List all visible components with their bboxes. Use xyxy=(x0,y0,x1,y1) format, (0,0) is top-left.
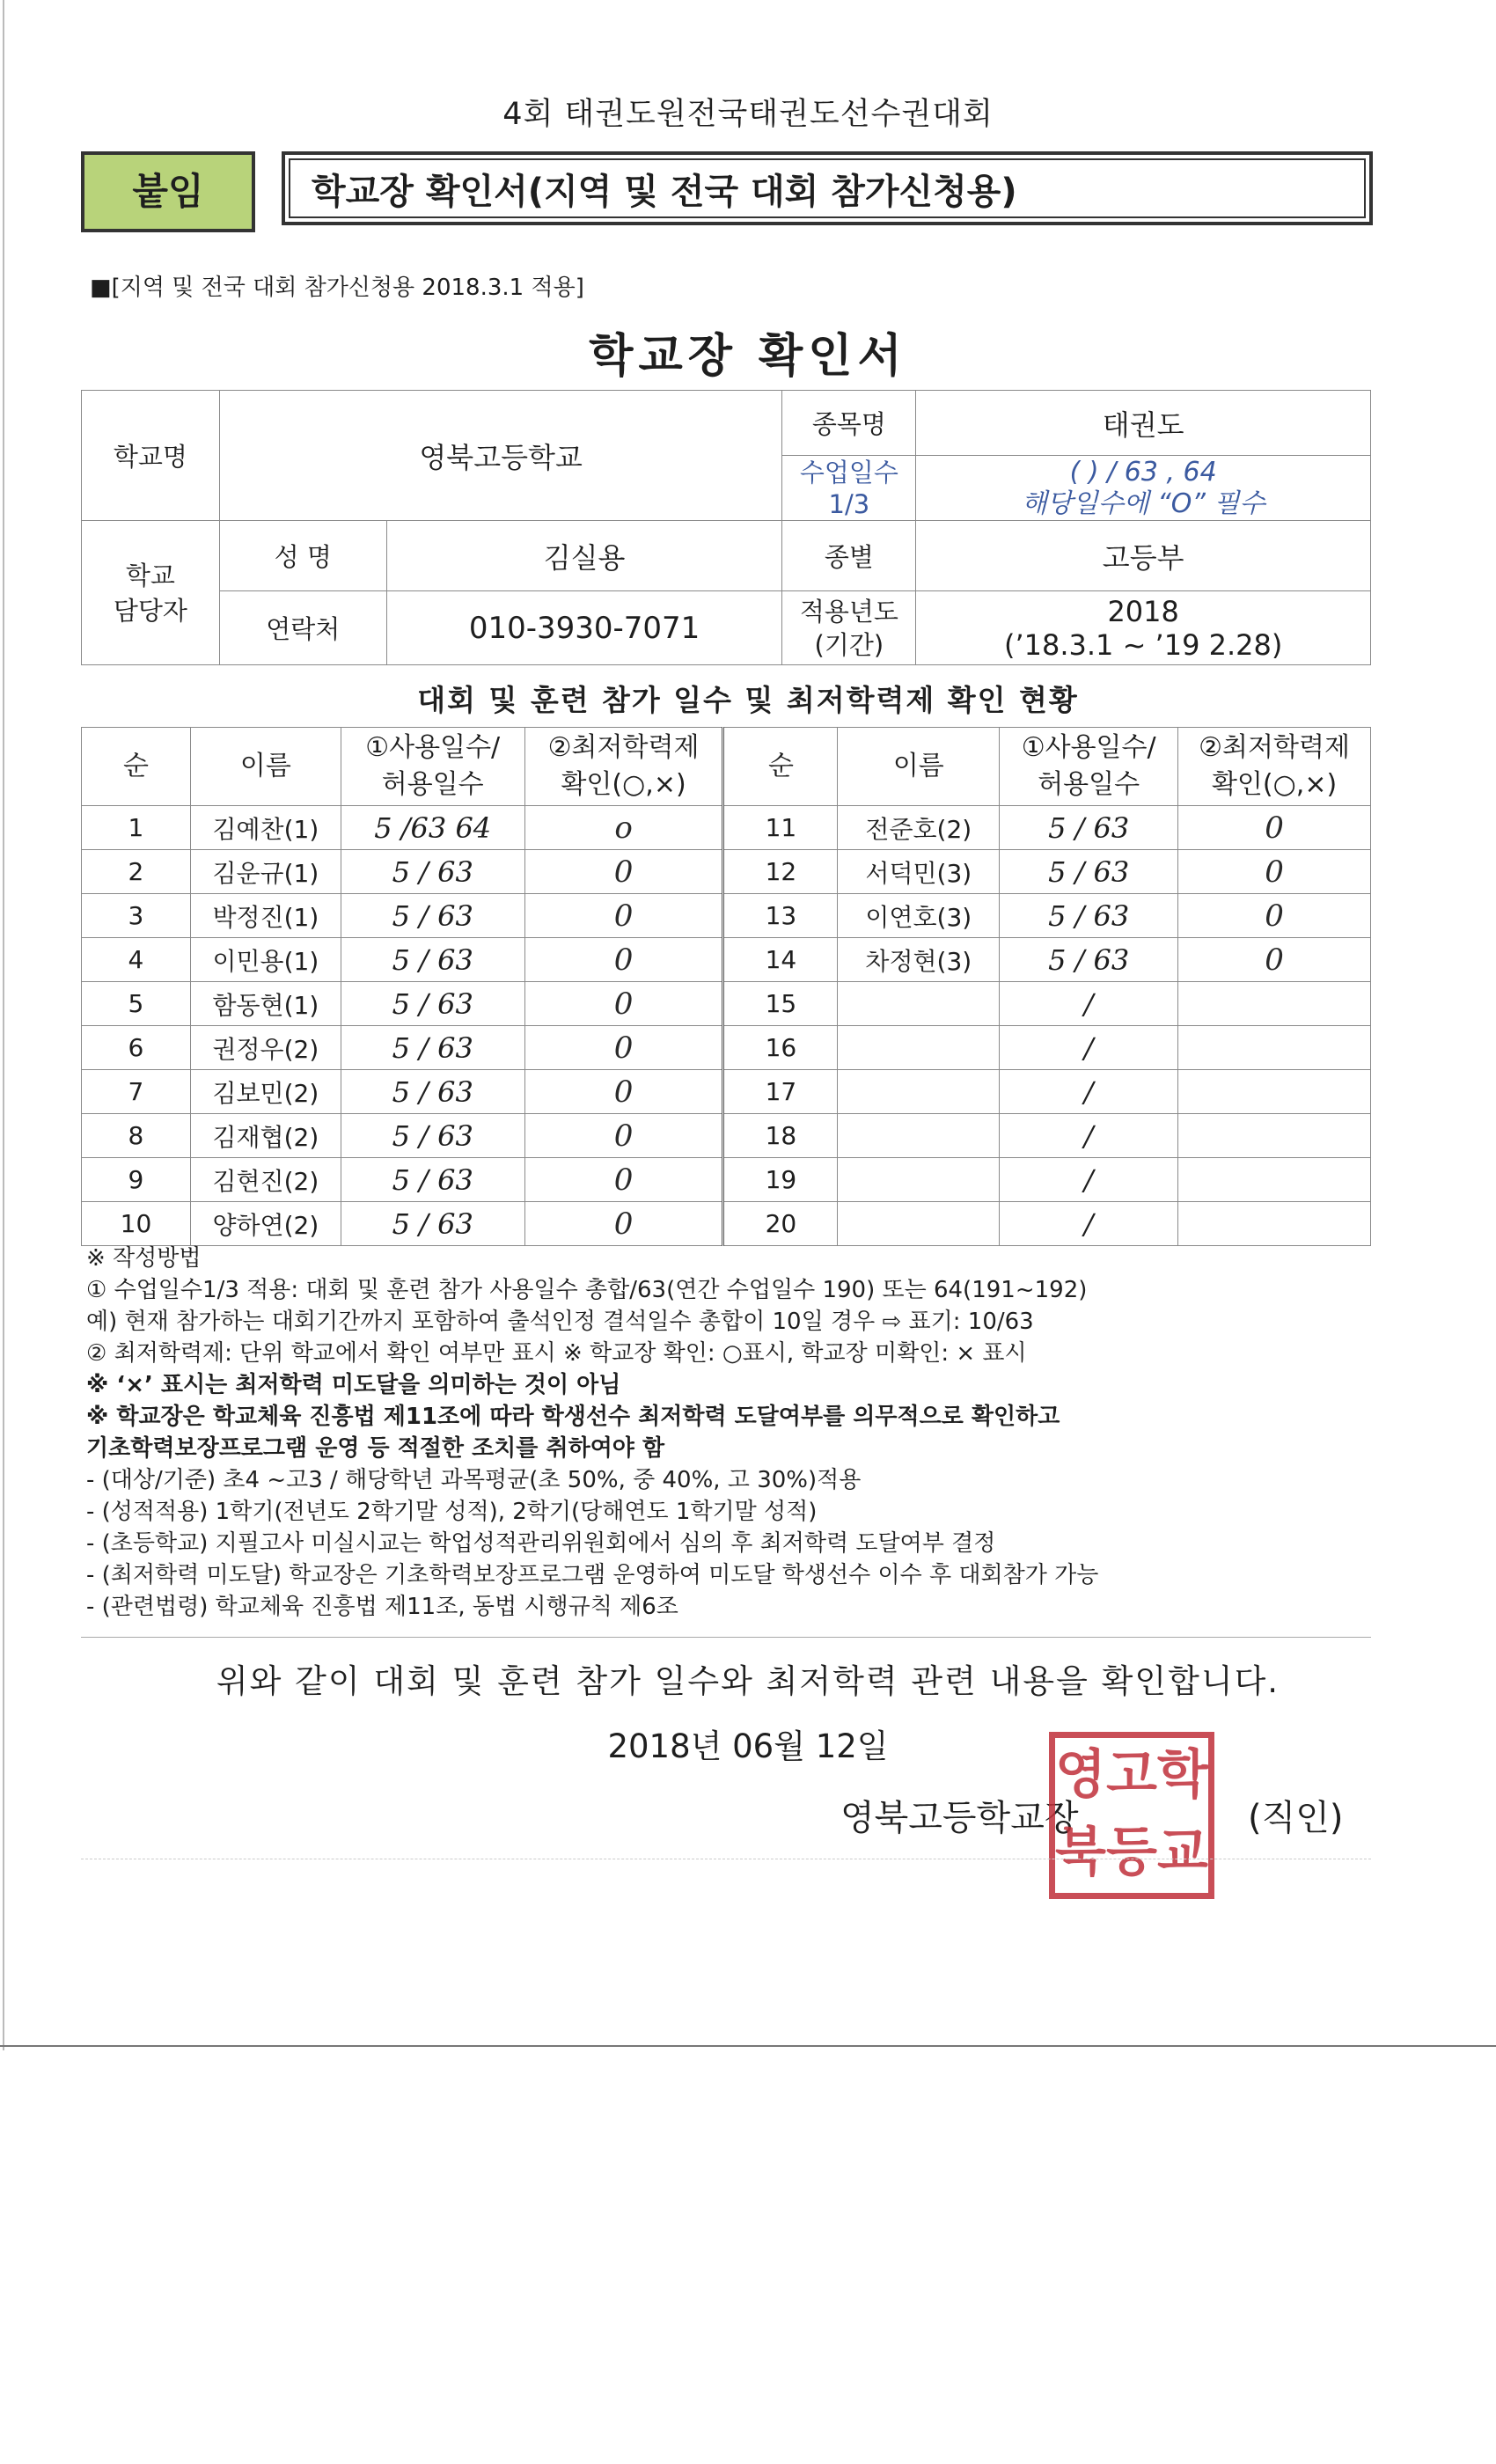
col-days xyxy=(1000,728,1178,806)
col-days xyxy=(341,728,524,806)
manager-label xyxy=(82,521,220,665)
student-name: 함동현(1) xyxy=(190,982,341,1026)
instruction-line: - (최저학력 미도달) 학교장은 기초학력보장프로그램 운영하여 미도달 학생선수 이수 후 대회참가 가능 xyxy=(86,1562,1099,1588)
contact-number: 010-3930-7071 xyxy=(386,591,782,665)
manager-label-line1: 학교 xyxy=(125,560,175,590)
table-row xyxy=(82,806,1371,850)
student-name: 김재협(2) xyxy=(190,1114,341,1158)
row-number: 19 xyxy=(723,1158,838,1202)
days-used: 5 / 63 xyxy=(1000,806,1178,850)
student-name xyxy=(838,1070,1000,1114)
official-seal: 영 고 학 북 등 교 xyxy=(1049,1732,1214,1899)
manager-label-line2: 담당자 xyxy=(113,595,187,626)
days-used: 5 / 63 xyxy=(1000,850,1178,894)
year-label xyxy=(782,591,916,665)
row-number: 10 xyxy=(82,1202,191,1246)
year: 2018 xyxy=(1107,594,1179,628)
writing-instructions xyxy=(86,1243,1389,1623)
row-number: 8 xyxy=(82,1114,191,1158)
row-number: 14 xyxy=(723,938,838,982)
academic-check: 0 xyxy=(524,1202,723,1246)
academic-check: 0 xyxy=(524,982,723,1026)
days-used: 5 / 63 xyxy=(1000,938,1178,982)
col-check-line2: 확인(○,×) xyxy=(561,769,686,800)
academic-check: 0 xyxy=(1178,938,1371,982)
class-days-label-line2: 1/3 xyxy=(828,488,870,519)
instruction-line: 예) 현재 참가하는 대회기간까지 포함하여 출석인정 결석일수 총합이 10일 경우 ⇨ 표기: 10/63 xyxy=(86,1309,1034,1335)
class-days-value xyxy=(916,456,1371,521)
instruction-line: ① 수업일수1/3 적용: 대회 및 훈련 참가 사용일수 총합/63(연간 수업일수 190) 또는 64(191~192) xyxy=(86,1277,1088,1303)
class-days-label xyxy=(782,456,916,521)
academic-check: 0 xyxy=(1178,806,1371,850)
academic-check: 0 xyxy=(1178,850,1371,894)
table-header-row xyxy=(82,728,1371,806)
student-name: 김보민(2) xyxy=(190,1070,341,1114)
academic-check: 0 xyxy=(524,1026,723,1070)
days-used: / xyxy=(1000,1026,1178,1070)
table-row xyxy=(82,1158,1371,1202)
academic-check xyxy=(1178,1158,1371,1202)
competition-title: 4회 태권도원전국태권도선수권대회 xyxy=(502,97,994,132)
days-used: 5 / 63 xyxy=(1000,894,1178,938)
table-row xyxy=(82,894,1371,938)
row-number: 17 xyxy=(723,1070,838,1114)
table-row xyxy=(82,982,1371,1026)
principal-signature-text: 영북고등학교장 xyxy=(840,1798,1079,1838)
days-used: / xyxy=(1000,1202,1178,1246)
academic-check: 0 xyxy=(1178,894,1371,938)
col-check-line2: 확인(○,×) xyxy=(1211,769,1338,800)
col-no: 순 xyxy=(82,728,191,806)
student-name: 차정현(3) xyxy=(838,938,1000,982)
instruction-line: 기초학력보장프로그램 운영 등 적절한 조치를 취하여야 함 xyxy=(86,1435,665,1462)
col-no: 순 xyxy=(723,728,838,806)
row-number: 1 xyxy=(82,806,191,850)
academic-check: o xyxy=(524,806,723,850)
participation-table xyxy=(81,727,1371,1246)
student-name: 김현진(2) xyxy=(190,1158,341,1202)
student-name: 이연호(3) xyxy=(838,894,1000,938)
year-label-line1: 적용년도 xyxy=(799,596,898,627)
student-name xyxy=(838,1202,1000,1246)
days-used: / xyxy=(1000,982,1178,1026)
days-used: 5 / 63 xyxy=(341,938,524,982)
col-days-line2: 허용일수 xyxy=(381,769,484,800)
col-check xyxy=(1178,728,1371,806)
period: (’18.3.1 ~ ’19 2.28) xyxy=(1003,627,1283,662)
days-used: 5 / 63 xyxy=(341,982,524,1026)
divider xyxy=(81,1637,1371,1638)
table-row xyxy=(82,1202,1371,1246)
row-number: 11 xyxy=(723,806,838,850)
page-bottom-rule xyxy=(0,2045,1496,2047)
student-name: 이민용(1) xyxy=(190,938,341,982)
col-days-line1: ①사용일수/ xyxy=(1021,732,1156,763)
row-number: 18 xyxy=(723,1114,838,1158)
class-days-label-line1: 수업일수 xyxy=(799,457,898,488)
row-number: 4 xyxy=(82,938,191,982)
document-banner: 학교장 확인서(지역 및 전국 대회 참가신청용) xyxy=(282,151,1373,225)
student-name: 권정우(2) xyxy=(190,1026,341,1070)
confirmation-statement: 위와 같이 대회 및 훈련 참가 일수와 최저학력 관련 내용을 확인합니다. xyxy=(216,1662,1280,1700)
table-row xyxy=(82,1026,1371,1070)
contact-label: 연락처 xyxy=(219,591,386,665)
days-used: 5 / 63 xyxy=(341,1026,524,1070)
col-name: 이름 xyxy=(838,728,1000,806)
academic-check xyxy=(1178,1114,1371,1158)
student-name: 전준호(2) xyxy=(838,806,1000,850)
student-name: 김운규(1) xyxy=(190,850,341,894)
academic-check: 0 xyxy=(524,938,723,982)
student-name: 양하연(2) xyxy=(190,1202,341,1246)
row-number: 3 xyxy=(82,894,191,938)
col-name: 이름 xyxy=(190,728,341,806)
row-number: 9 xyxy=(82,1158,191,1202)
days-used: 5 / 63 xyxy=(341,1114,524,1158)
academic-check xyxy=(1178,1202,1371,1246)
days-used: 5 / 63 xyxy=(341,894,524,938)
document-title: 학교장 확인서 xyxy=(589,330,907,383)
col-check xyxy=(524,728,723,806)
row-number: 15 xyxy=(723,982,838,1026)
academic-check xyxy=(1178,1026,1371,1070)
school-info-table xyxy=(81,390,1371,665)
attachment-label: 붙임 xyxy=(81,151,255,232)
academic-check: 0 xyxy=(524,894,723,938)
student-name xyxy=(838,1158,1000,1202)
instruction-line: - (성적적용) 1학기(전년도 2학기말 성적), 2학기(당해연도 1학기말 성적) xyxy=(86,1499,818,1525)
academic-check xyxy=(1178,1070,1371,1114)
row-number: 6 xyxy=(82,1026,191,1070)
col-days-line2: 허용일수 xyxy=(1038,769,1140,800)
days-used: 5 /63 64 xyxy=(341,806,524,850)
table-row xyxy=(82,1070,1371,1114)
row-number: 16 xyxy=(723,1026,838,1070)
school-name: 영북고등학교 xyxy=(219,391,782,521)
student-name xyxy=(838,982,1000,1026)
row-number: 7 xyxy=(82,1070,191,1114)
person-name: 김실용 xyxy=(386,521,782,591)
event-value: 태권도 xyxy=(916,391,1371,456)
table-row xyxy=(82,1114,1371,1158)
instruction-line: ※ ‘×’ 표시는 최저학력 미도달을 의미하는 것이 아님 xyxy=(86,1372,621,1398)
school-name-label: 학교명 xyxy=(82,391,220,521)
class-days-fraction: ( ) / 63 , 64 xyxy=(1069,456,1217,488)
division-label: 종별 xyxy=(782,521,916,591)
days-used: 5 / 63 xyxy=(341,1070,524,1114)
days-used: / xyxy=(1000,1158,1178,1202)
row-number: 5 xyxy=(82,982,191,1026)
table-row xyxy=(82,850,1371,894)
row-number: 12 xyxy=(723,850,838,894)
row-number: 2 xyxy=(82,850,191,894)
applicability-note: ■[지역 및 전국 대회 참가신청용 2018.3.1 적용] xyxy=(90,275,584,301)
table-title: 대회 및 훈련 참가 일수 및 최저학력제 확인 현황 xyxy=(417,683,1079,717)
class-days-note: 해당일수에 “O” 필수 xyxy=(1021,488,1265,519)
col-check-line1: ②최저학력제 xyxy=(547,732,700,763)
academic-check: 0 xyxy=(524,1114,723,1158)
instruction-line: ② 최저학력제: 단위 학교에서 확인 여부만 표시 ※ 학교장 확인: ○표시, 학교장 미확인: × 표시 xyxy=(86,1340,1027,1367)
col-check-line1: ②최저학력제 xyxy=(1199,732,1350,763)
student-name xyxy=(838,1026,1000,1070)
row-number: 20 xyxy=(723,1202,838,1246)
days-used: / xyxy=(1000,1114,1178,1158)
row-number: 13 xyxy=(723,894,838,938)
student-name: 서덕민(3) xyxy=(838,850,1000,894)
instruction-line: - (초등학교) 지필고사 미실시교는 학업성적관리위원회에서 심의 후 최저학력 도달여부 결정 xyxy=(86,1530,996,1557)
instruction-line: ※ 학교장은 학교체육 진흥법 제11조에 따라 학생선수 최저학력 도달여부를 의무적으로 확인하고 xyxy=(86,1404,1060,1430)
event-label: 종목명 xyxy=(782,391,916,456)
instruction-line: ※ 작성방법 xyxy=(86,1245,202,1272)
student-name: 김예찬(1) xyxy=(190,806,341,850)
col-days-line1: ①사용일수/ xyxy=(365,732,501,763)
days-used: 5 / 63 xyxy=(341,850,524,894)
person-name-label: 성 명 xyxy=(219,521,386,591)
student-name xyxy=(838,1114,1000,1158)
academic-check xyxy=(1178,982,1371,1026)
academic-check: 0 xyxy=(524,1070,723,1114)
instruction-line: - (대상/기준) 초4 ~고3 / 해당학년 과목평균(초 50%, 중 40%, 고 30%)적용 xyxy=(86,1467,862,1493)
instruction-line: - (관련법령) 학교체육 진흥법 제11조, 동법 시행규칙 제6조 xyxy=(86,1594,678,1620)
days-used: / xyxy=(1000,1070,1178,1114)
year-value xyxy=(916,591,1371,665)
confirmation-date: 2018년 06월 12일 xyxy=(607,1727,889,1765)
student-name: 박정진(1) xyxy=(190,894,341,938)
academic-check: 0 xyxy=(524,850,723,894)
year-label-line2: (기간) xyxy=(814,629,884,660)
seal-label: (직인) xyxy=(1248,1798,1344,1838)
days-used: 5 / 63 xyxy=(341,1158,524,1202)
academic-check: 0 xyxy=(524,1158,723,1202)
days-used: 5 / 63 xyxy=(341,1202,524,1246)
division-value: 고등부 xyxy=(916,521,1371,591)
table-row xyxy=(82,938,1371,982)
